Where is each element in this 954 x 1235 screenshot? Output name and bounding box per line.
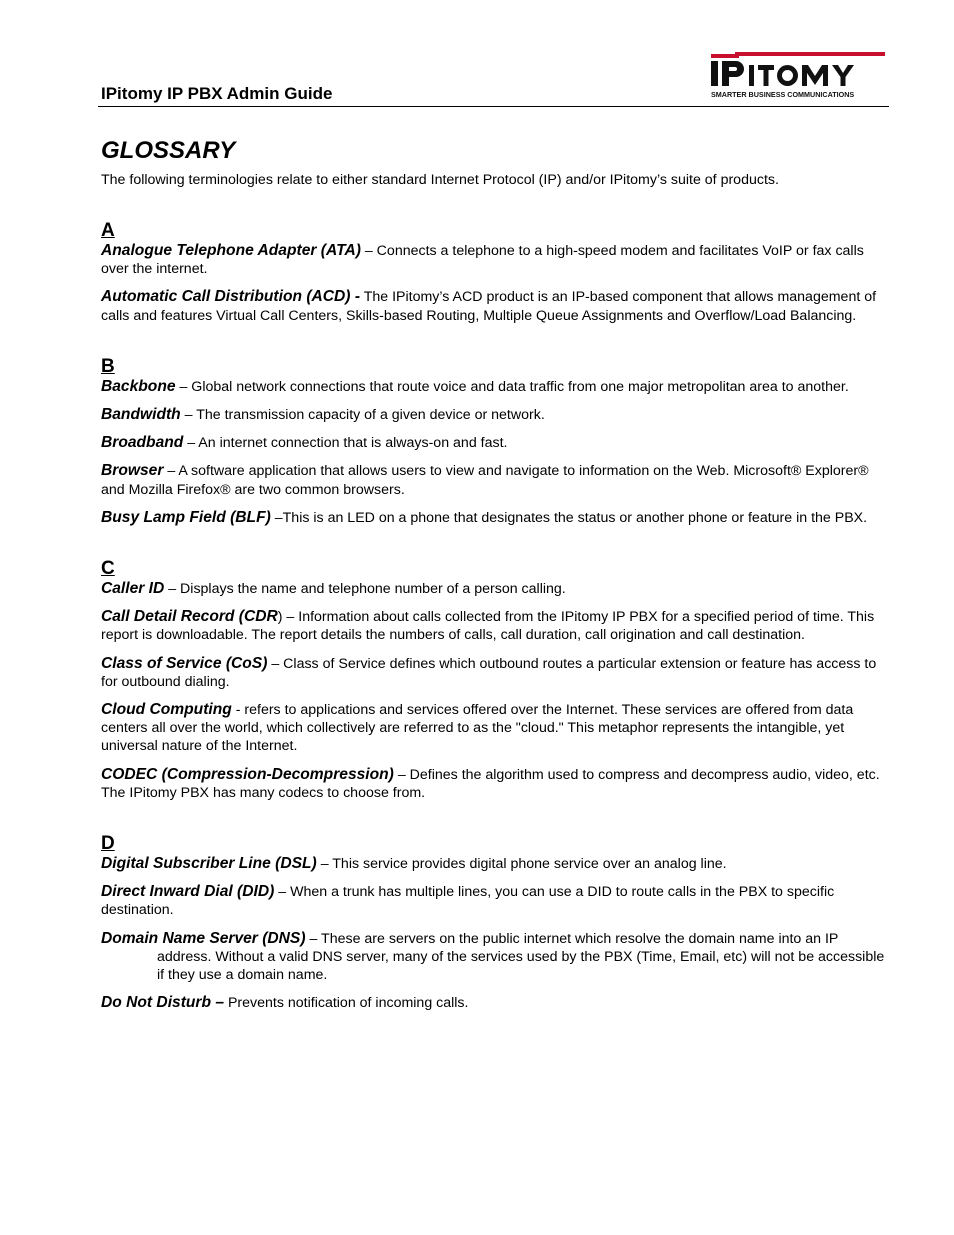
glossary-content: [101, 136, 889, 1022]
glossary-term: Direct Inward Dial (DID): [101, 883, 275, 901]
glossary-definition: –This is an LED on a phone that designates the status or another phone or feature in the PBX.: [270, 509, 868, 526]
glossary-entry: [101, 701, 889, 756]
section-letter: C: [101, 558, 115, 580]
glossary-definition: Prevents notification of incoming calls.: [224, 995, 469, 1012]
glossary-entry: [101, 434, 889, 452]
glossary-definition: – These are servers on the public internet which resolve the domain name into an IP address. Without a valid DNS server, many of the services used by the PBX (Time, Email, etc) will not be accessible if they use a domain name.: [157, 930, 885, 984]
glossary-term: Automatic Call Distribution (ACD) -: [101, 288, 361, 306]
glossary-term: Backbone: [101, 377, 176, 395]
glossary-definition: – The transmission capacity of a given device or network.: [180, 407, 545, 424]
intro-paragraph: The following terminologies relate to either standard Internet Protocol (IP) and/or IPitomy’s suite of products.: [101, 172, 779, 188]
glossary-entry: [101, 406, 889, 424]
glossary-term: Do Not Disturb –: [101, 994, 225, 1012]
glossary-entry: [101, 994, 889, 1012]
glossary-term: Browser: [101, 462, 164, 480]
glossary-entry: [101, 509, 889, 527]
glossary-definition: – Class of Service defines which outbound routes a particular extension or feature has access to for outbound dialing.: [101, 655, 877, 690]
glossary-entry: [101, 608, 889, 644]
glossary-section-d: [101, 833, 889, 1012]
page-header: [98, 48, 889, 108]
glossary-section-a: [101, 220, 889, 325]
section-letter: D: [101, 833, 115, 855]
glossary-term: Bandwidth: [101, 406, 181, 424]
glossary-entry: [101, 580, 889, 598]
glossary-entry: [101, 855, 889, 873]
glossary-definition: – When a trunk has multiple lines, you can use a DID to route calls in the PBX to specific destination.: [101, 884, 835, 919]
glossary-term: Analogue Telephone Adapter (ATA): [101, 242, 361, 259]
glossary-term: CODEC (Compression-Decompression): [101, 765, 394, 783]
header-title: IPitomy IP PBX Admin Guide: [101, 84, 333, 103]
glossary-entry: [101, 883, 889, 919]
glossary-definition: ) – Information about calls collected from the IPitomy IP PBX for a specified period of time. This report is downloadable. The report details the numbers of calls, call duration, call origination and call destination.: [101, 609, 875, 644]
glossary-definition: – Connects a telephone to a high-speed modem and facilitates VoIP or fax calls over the internet.: [101, 243, 864, 278]
glossary-section-b: [101, 356, 889, 527]
glossary-definition: - refers to applications and services offered over the Internet. These services are offered from data centers all over the world, which collectively are referred to as the "cloud." This metaphor represents the intangible, yet universal nature of the Internet.: [101, 702, 854, 755]
glossary-term: Class of Service (CoS): [101, 654, 268, 672]
glossary-definition: – Displays the name and telephone number of a person calling.: [164, 581, 566, 598]
glossary-definition: – Global network connections that route voice and data traffic from one major metropolitan area to another.: [175, 378, 849, 395]
header-divider: [98, 106, 889, 107]
glossary-term: Call Detail Record (CDR: [101, 608, 278, 626]
glossary-term: Domain Name Server (DNS): [101, 929, 306, 947]
glossary-entry: [101, 288, 889, 324]
glossary-term: Digital Subscriber Line (DSL): [101, 855, 317, 873]
glossary-entry: [101, 930, 889, 985]
glossary-term: Cloud Computing: [101, 701, 232, 719]
glossary-term: Busy Lamp Field (BLF): [101, 508, 271, 526]
glossary-definition: – A software application that allows users to view and navigate to information on the Web. Microsoft® Explorer® and Mozilla Firefox® are two common browsers.: [101, 463, 869, 498]
page-title: GLOSSARY: [101, 137, 236, 164]
glossary-definition: – Defines the algorithm used to compress and decompress audio, video, etc. The IPitomy PBX has many codecs to choose from.: [101, 766, 880, 801]
glossary-entry: [101, 655, 889, 691]
logo-tagline: SMARTER BUSINESS COMMUNICATIONS: [711, 90, 855, 99]
glossary-definition: – This service provides digital phone service over an analog line.: [316, 856, 727, 873]
section-letter: A: [101, 220, 115, 241]
glossary-section-c: [101, 558, 889, 802]
glossary-sections: [101, 220, 889, 1012]
glossary-definition: – An internet connection that is always-on and fast.: [183, 435, 508, 452]
glossary-definition: The IPitomy’s ACD product is an IP-based component that allows management of calls and features Virtual Call Centers, Skills-based Routing, Multiple Queue Assignments and Overflow/Load Balancing.: [101, 289, 877, 324]
ipitomy-logo: [709, 50, 885, 102]
glossary-entry: [101, 242, 889, 278]
glossary-entry: [101, 766, 889, 802]
glossary-term: Caller ID: [101, 580, 165, 598]
section-letter: B: [101, 355, 115, 377]
glossary-term: Broadband: [101, 434, 184, 452]
glossary-entry: [101, 462, 889, 498]
glossary-entry: [101, 378, 889, 396]
